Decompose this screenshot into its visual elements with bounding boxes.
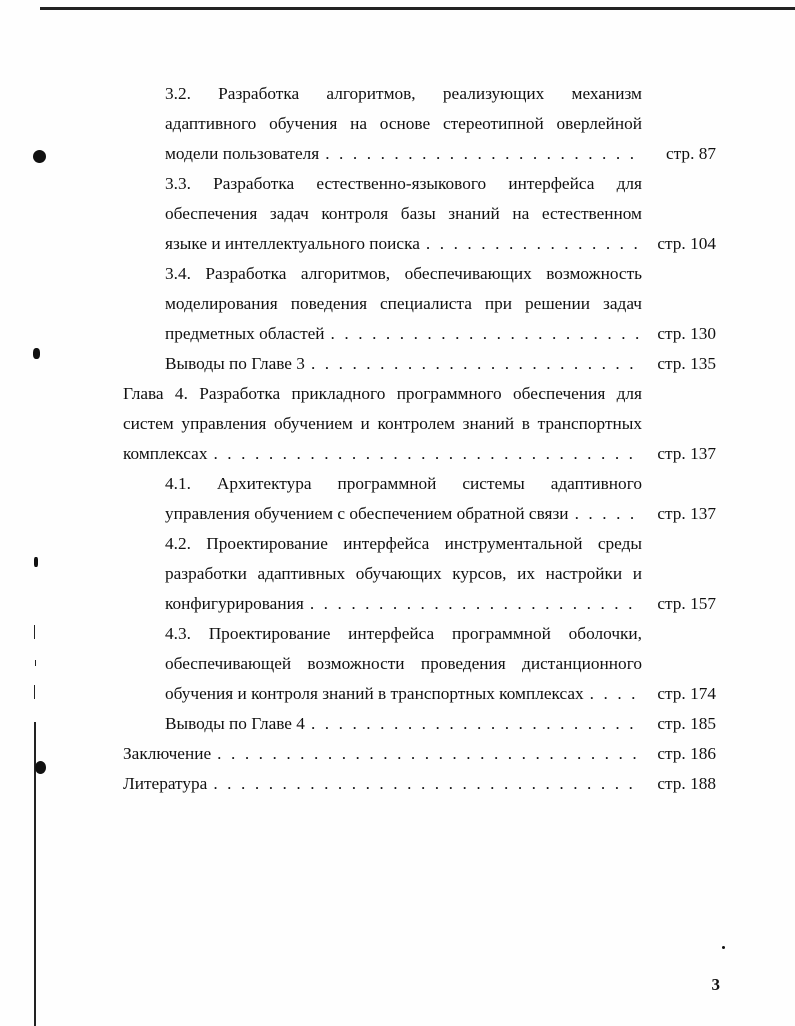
toc-entry-references: Литература . . . <box>123 769 642 799</box>
toc-entry-3-2-page: стр. 87 <box>666 144 716 163</box>
toc-entry-3-2-line-1: 3.2. Разработка алгоритмов, реализующих механизм <box>165 84 642 103</box>
toc-entry-chapter-4-line-1: Глава 4. Разработка прикладного программного обеспечения для <box>123 384 642 403</box>
toc-entry-4-3-line-3: обучения и контроля знаний в транспортных комплексах . . . <box>165 679 642 709</box>
toc-entry-4-3-line-2: обеспечивающей возможности проведения дистанционного <box>165 654 642 673</box>
page-number: 3 <box>711 975 720 994</box>
toc-entry-3-3-line-1: 3.3. Разработка естественно-языкового интерфейса для <box>165 174 642 193</box>
toc-entry-chapter-4-line-2: систем управления обучением и контролем знаний в транспортных <box>123 414 642 433</box>
toc-entry-chapter-4-line-3: комплексах . . . <box>123 439 642 469</box>
toc-entry-4-1-line-1: 4.1. Архитектура программной системы адаптивного <box>165 474 642 493</box>
toc-entry-4-2-line-2: разработки адаптивных обучающих курсов, их настройки и <box>165 564 642 583</box>
toc-entry-4-3-line-1: 4.3. Проектирование интерфейса программной оболочки, <box>165 624 642 643</box>
toc-entry-chapter-4-page: стр. 137 <box>657 444 716 463</box>
toc-entry-3-3-page: стр. 104 <box>657 234 716 253</box>
toc-entry-3-4-line-3: предметных областей . . . <box>165 319 642 349</box>
toc-entry-4-3-page: стр. 174 <box>657 684 716 703</box>
toc-entry-conclusion: Заключение . . . <box>123 739 642 769</box>
toc-entry-3-4-line-2: моделирования поведения специалиста при решении задач <box>165 294 642 313</box>
toc-entry-conclusion-page: стр. 186 <box>657 744 716 763</box>
toc-entry-3-4-page: стр. 130 <box>657 324 716 343</box>
toc-entry-3-2-line-2: адаптивного обучения на основе стереотипной оверлейной <box>165 114 642 133</box>
toc-entry-conclusions-ch4-page: стр. 185 <box>657 714 716 733</box>
toc-entry-4-1-page: стр. 137 <box>657 504 716 523</box>
toc-entry-conclusions-ch4: Выводы по Главе 4 . . . <box>165 709 642 739</box>
toc-entry-4-2-page: стр. 157 <box>657 594 716 613</box>
toc-entry-3-3-line-2: обеспечения задач контроля базы знаний на естественном <box>165 204 642 223</box>
toc-entry-references-page: стр. 188 <box>657 774 716 793</box>
toc-entry-3-4-line-1: 3.4. Разработка алгоритмов, обеспечивающих возможность <box>165 264 642 283</box>
toc-entry-conclusions-ch3-page: стр. 135 <box>657 354 716 373</box>
toc-entry-4-2-line-1: 4.2. Проектирование интерфейса инструментальной среды <box>165 534 642 553</box>
toc-entry-4-2-line-3: конфигурирования . . . <box>165 589 642 619</box>
toc-entry-conclusions-ch3: Выводы по Главе 3 . . . <box>165 349 642 379</box>
toc-entry-4-1-line-2: управления обучением с обеспечением обратной связи . . . <box>165 499 642 529</box>
toc-entry-3-2-line-3: модели пользователя . . . <box>165 139 642 169</box>
toc-entry-3-3-line-3: языке и интеллектуального поиска . . . <box>165 229 642 259</box>
